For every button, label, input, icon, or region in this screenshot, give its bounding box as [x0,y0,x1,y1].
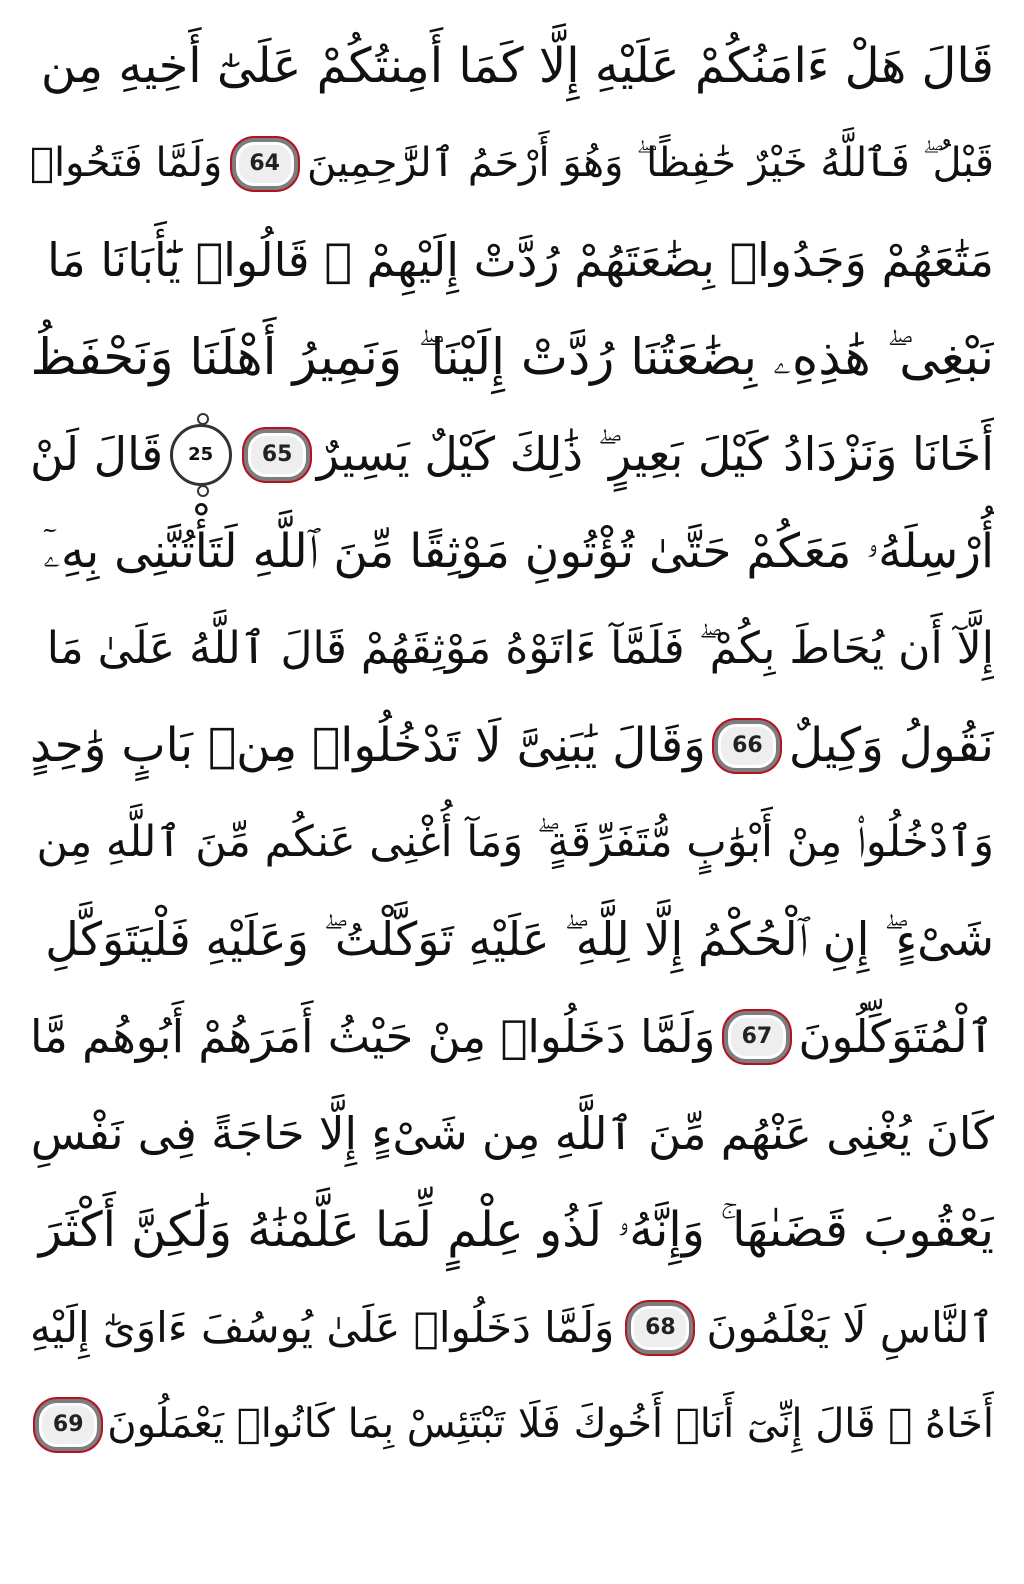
verse-text: قَالَ لَنْ [30,427,164,481]
verse-line [30,988,994,1085]
verse-text: أُرْسِلَهُۥ مَعَكُمْ حَتَّىٰ تُؤْتُونِ مَوْثِقًا مِّنَ ٱللَّهِ لَتَأْتُنَّنِى بِهِۦٓ [43,524,994,579]
hizb-quarter-marker: 25 [170,424,232,486]
verse-text: نَبْغِى ۖ هَٰذِهِۦ بِضَٰعَتُنَا رُدَّتْ إِلَيْنَا ۖ وَنَمِيرُ أَهْلَنَا وَنَحْفَظُ [30,328,994,386]
verse-text: نَقُولُ وَكِيلٌ [788,718,994,773]
verse-line [30,18,994,115]
verse-line [30,1279,994,1376]
verse-line [30,503,994,600]
ayah-number-marker: 65 [244,429,310,481]
verse-text: وَلَمَّا فَتَحُوا۟ [30,140,223,186]
verse-line [30,309,994,406]
verse-text: أَخَانَا وَنَزْدَادُ كَيْلَ بَعِيرٍ ۖ ذَٰلِكَ كَيْلٌ يَسِيرٌ [316,427,994,481]
verse-line [30,891,994,988]
verse-text: ٱلْمُتَوَكِّلُونَ [798,1010,994,1063]
verse-text: إِلَّآ أَن يُحَاطَ بِكُمْ ۖ فَلَمَّآ ءَاتَوْهُ مَوْثِقَهُمْ قَالَ ٱللَّهُ عَلَىٰ مَا [46,623,994,674]
verse-line [30,697,994,794]
verse-text: وَلَمَّا دَخَلُوا۟ مِنْ حَيْثُ أَمَرَهُمْ أَبُوهُم مَّا [30,1010,716,1063]
verse-text: ٱلنَّاسِ لَا يَعْلَمُونَ [706,1303,994,1352]
ayah-number-marker: 68 [627,1302,693,1354]
verse-text: كَانَ يُغْنِى عَنْهُم مِّنَ ٱللَّهِ مِن شَىْءٍ إِلَّا حَاجَةً فِى نَفْسِ [30,1107,994,1160]
verse-line [30,600,994,697]
verse-text: قَالَ هَلْ ءَامَنُكُمْ عَلَيْهِ إِلَّا كَمَا أَمِنتُكُمْ عَلَىٰٓ أَخِيهِ مِن [40,38,994,94]
ayah-number-marker: 66 [714,720,780,772]
verse-line [30,1376,994,1473]
verse-line [30,1085,994,1182]
verse-text: وَلَمَّا دَخَلُوا۟ عَلَىٰ يُوسُفَ ءَاوَىٰٓ إِلَيْهِ [30,1303,615,1352]
verse-text: أَخَاهُ ۖ قَالَ إِنِّىٓ أَنَا۠ أَخُوكَ فَلَا تَبْتَئِسْ بِمَا كَانُوا۟ يَعْمَلُونَ [107,1401,994,1447]
ayah-number-marker: 67 [724,1011,790,1063]
verse-text: وَٱدْخُلُوا۟ مِنْ أَبْوَٰبٍ مُّتَفَرِّقَةٍ ۖ وَمَآ أُغْنِى عَنكُم مِّنَ ٱللَّهِ مِن [36,817,994,867]
verse-text: مَتَٰعَهُمْ وَجَدُوا۟ بِضَٰعَتَهُمْ رُدَّتْ إِلَيْهِمْ ۖ قَالُوا۟ يَٰٓأَبَانَا مَا [47,233,994,287]
verse-line [30,212,994,309]
verse-line [30,794,994,891]
verse-text: يَعْقُوبَ قَضَىٰهَا ۚ وَإِنَّهُۥ لَذُو عِلْمٍ لِّمَا عَلَّمْنَٰهُ وَلَٰكِنَّ أَكْثَرَ [38,1202,994,1258]
verse-text: قَبْلُ ۖ فَٱللَّهُ خَيْرٌ حَٰفِظًا ۖ وَهُوَ أَرْحَمُ ٱلرَّٰحِمِينَ [307,140,994,186]
verse-text: وَقَالَ يَٰبَنِىَّ لَا تَدْخُلُوا۟ مِنۢ بَابٍ وَٰحِدٍ [30,718,706,773]
verse-line [30,1182,994,1279]
verse-line [30,115,994,212]
verse-text: شَىْءٍ ۖ إِنِ ٱلْحُكْمُ إِلَّا لِلَّهِ ۖ عَلَيْهِ تَوَكَّلْتُ ۖ وَعَلَيْهِ فَلْيَتَوَكَّلِ [45,912,994,966]
verse-line [30,406,994,503]
ayah-number-marker: 64 [232,138,298,190]
ayah-number-marker: 69 [35,1399,101,1451]
